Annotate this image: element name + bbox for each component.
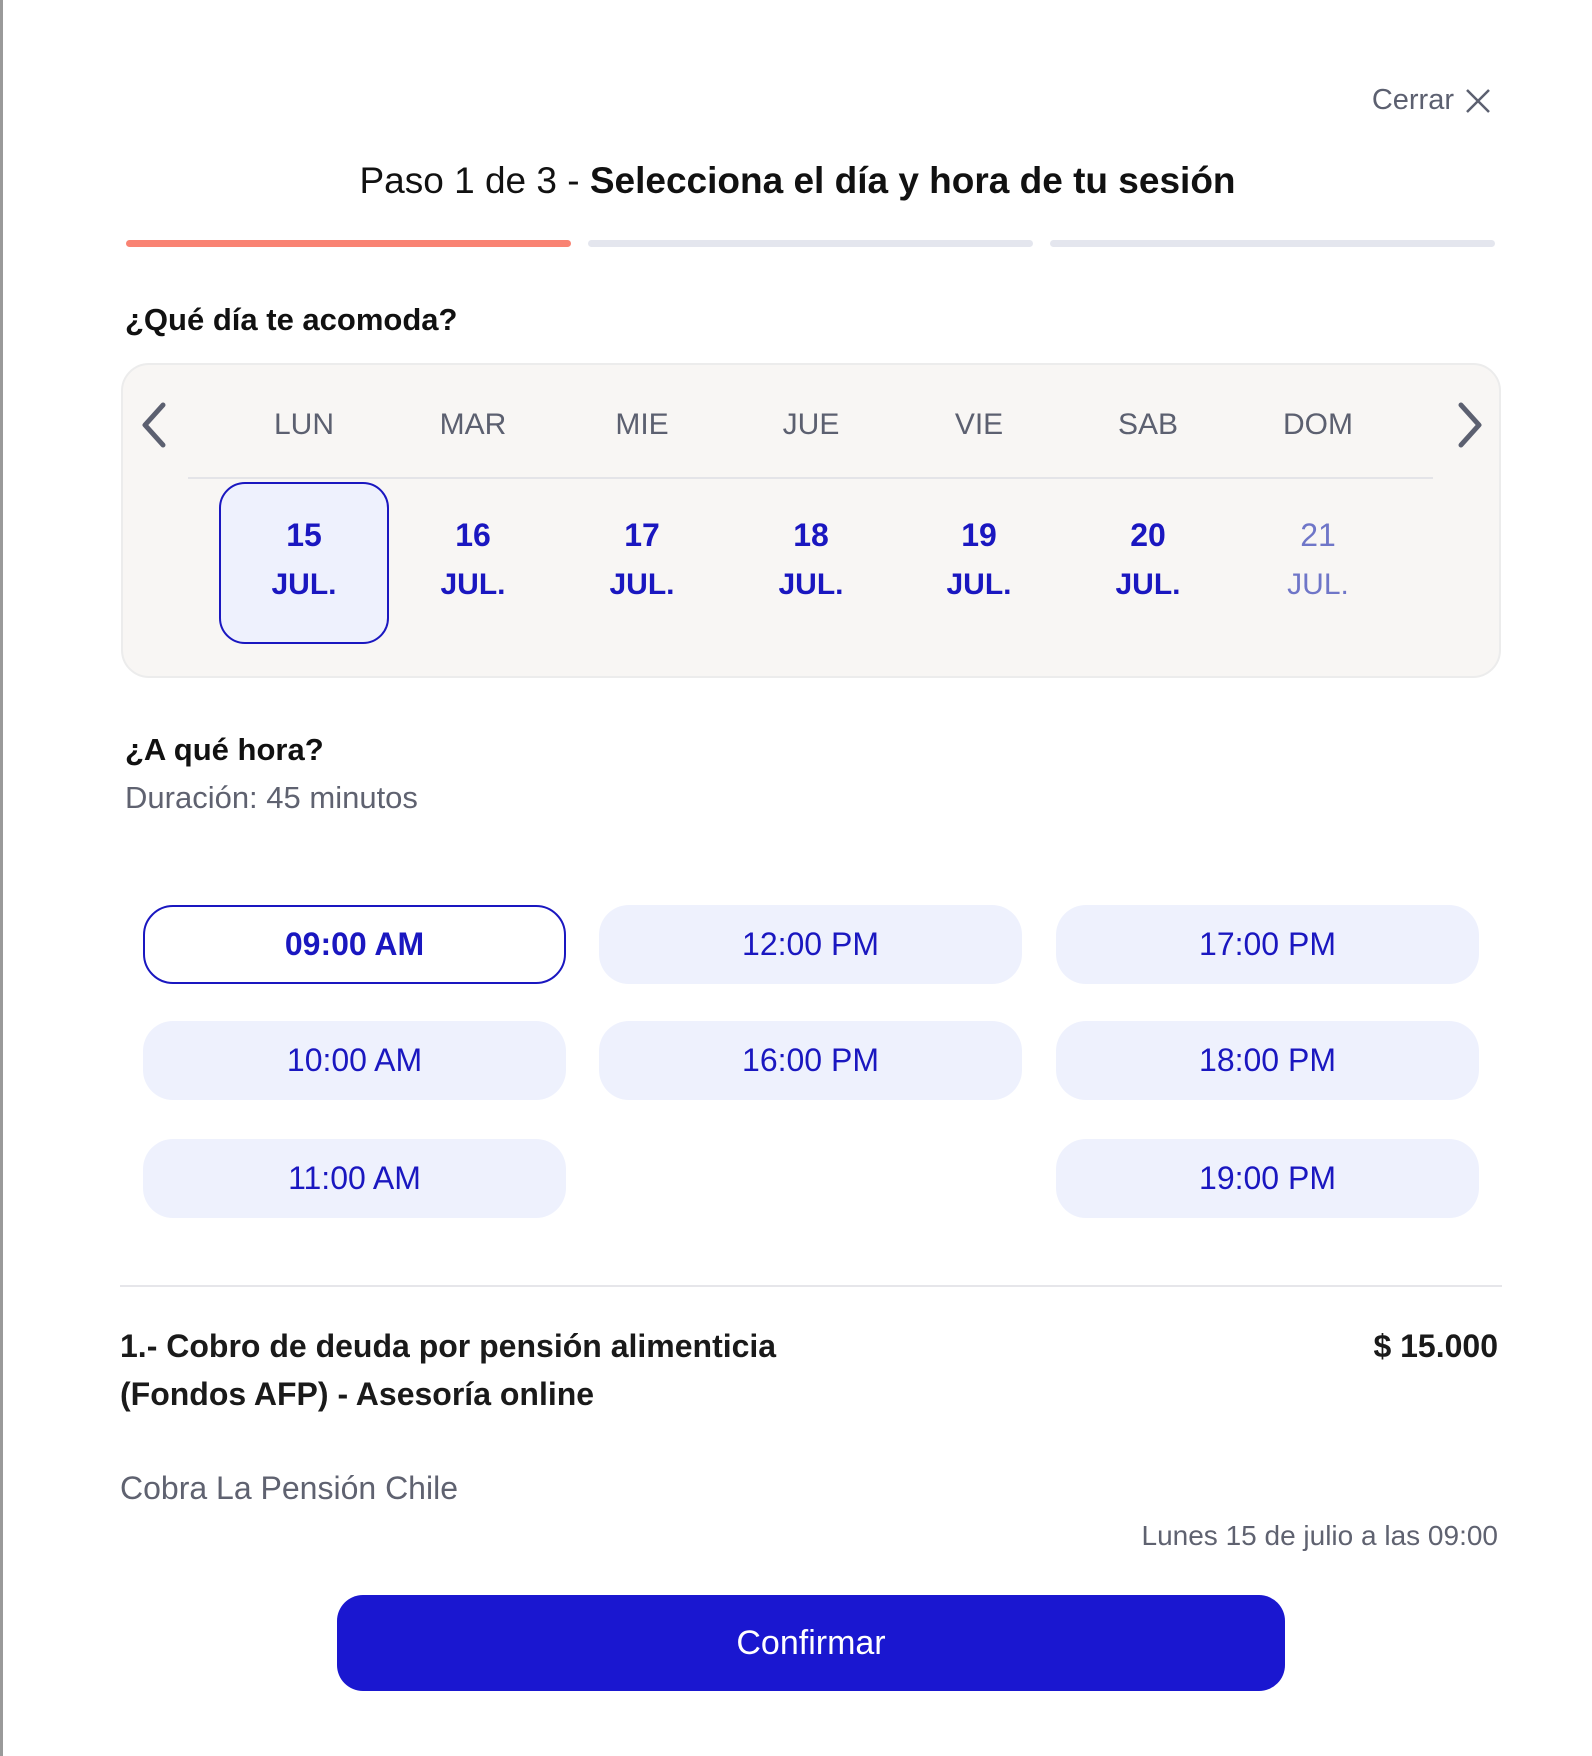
day-number: 15	[286, 517, 322, 553]
service-name: 1.- Cobro de deuda por pensión alimenticia (Fondos AFP) - Asesoría online	[120, 1328, 777, 1412]
day-month: JUL.	[271, 568, 337, 601]
weekday-header: DOM	[1283, 408, 1353, 441]
time-slot[interactable]: 16:00 PM	[599, 1021, 1022, 1100]
day-number: 20	[1130, 517, 1166, 553]
time-slot[interactable]: 10:00 AM	[143, 1021, 566, 1100]
service-price: $ 15.000	[1373, 1328, 1498, 1364]
day-option[interactable]	[726, 482, 896, 644]
day-number: 16	[455, 517, 491, 553]
day-option[interactable]	[1233, 482, 1403, 644]
selected-datetime: Lunes 15 de julio a las 09:00	[1141, 1520, 1498, 1551]
time-slot[interactable]: 17:00 PM	[1056, 905, 1479, 984]
step-label: Paso 1 de 3 -	[359, 160, 590, 201]
time-slot[interactable]: 19:00 PM	[1056, 1139, 1479, 1218]
provider-name: Cobra La Pensión Chile	[120, 1470, 458, 1506]
day-month: JUL.	[609, 568, 675, 601]
chevron-right-icon[interactable]	[1455, 400, 1485, 450]
calendar-divider	[188, 477, 1433, 479]
close-label: Cerrar	[1371, 84, 1454, 116]
day-section-title: ¿Qué día te acomoda?	[125, 302, 458, 337]
step-title: Selecciona el día y hora de tu sesión	[589, 160, 1236, 201]
day-number: 19	[961, 517, 997, 553]
day-number: 18	[793, 517, 829, 553]
day-option[interactable]	[894, 482, 1064, 644]
day-option[interactable]	[388, 482, 558, 644]
weekday-header: JUE	[782, 408, 840, 441]
day-number: 17	[624, 517, 660, 553]
progress-step-1	[126, 240, 571, 247]
weekday-header: SAB	[1117, 408, 1179, 441]
chevron-left-icon[interactable]	[139, 400, 169, 450]
weekday-header: VIE	[954, 408, 1004, 441]
weekday-header: MAR	[439, 408, 507, 441]
time-section-title: ¿A qué hora?	[125, 732, 324, 767]
day-number: 21	[1300, 517, 1336, 553]
progress-step-3	[1050, 240, 1495, 247]
confirm-button[interactable]: Confirmar	[337, 1595, 1285, 1691]
weekday-header: MIE	[615, 408, 669, 441]
day-month: JUL.	[946, 568, 1012, 601]
day-month: JUL.	[1287, 568, 1349, 601]
day-month: JUL.	[1115, 568, 1181, 601]
time-slot[interactable]: 11:00 AM	[143, 1139, 566, 1218]
day-month: JUL.	[778, 568, 844, 601]
duration-label: Duración: 45 minutos	[125, 780, 418, 815]
page-title	[3, 160, 1592, 202]
day-option[interactable]	[219, 482, 389, 644]
close-button[interactable]	[1372, 84, 1492, 117]
time-slot[interactable]: 09:00 AM	[143, 905, 566, 984]
weekday-header: LUN	[273, 408, 334, 441]
divider	[120, 1285, 1502, 1287]
day-month: JUL.	[440, 568, 506, 601]
close-icon	[1464, 87, 1492, 115]
time-slot[interactable]: 18:00 PM	[1056, 1021, 1479, 1100]
day-option[interactable]	[557, 482, 727, 644]
time-slot[interactable]: 12:00 PM	[599, 905, 1022, 984]
progress-step-2	[588, 240, 1033, 247]
day-option[interactable]	[1063, 482, 1233, 644]
